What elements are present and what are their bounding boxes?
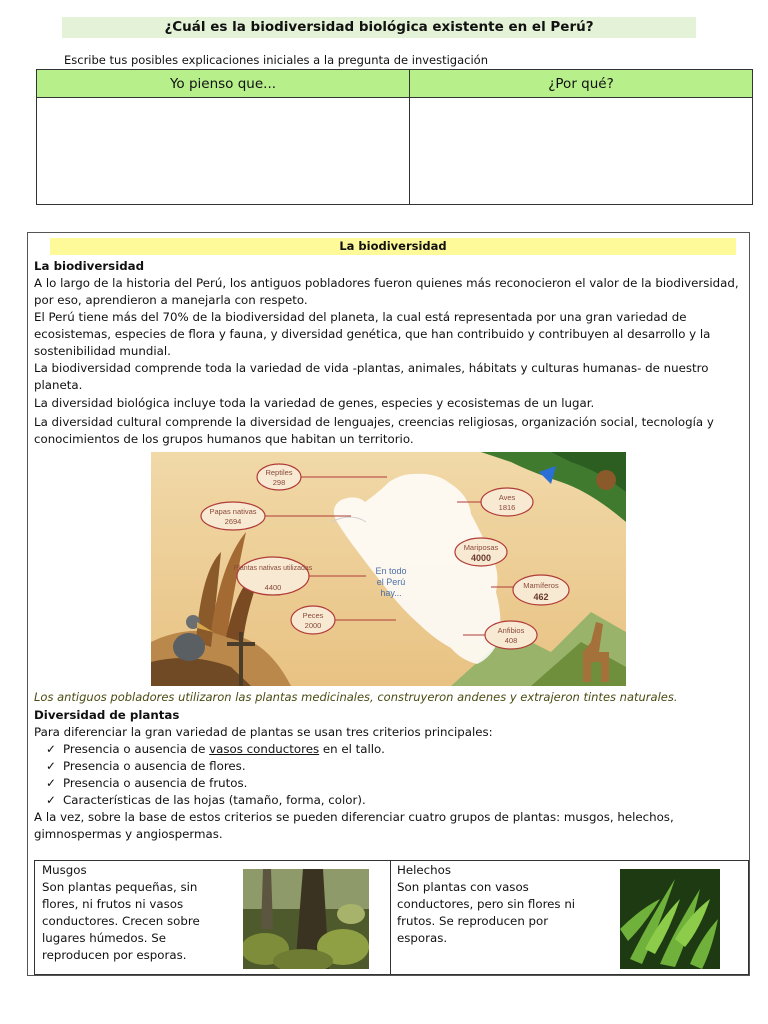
bubble-value: 1816 — [498, 503, 516, 512]
plants-heading: Diversidad de plantas — [34, 708, 180, 722]
musgos-title: Musgos — [42, 863, 87, 877]
check-icon: ✓ — [46, 776, 56, 790]
criteria-text: Características de las hojas (tamaño, forma, color). — [63, 793, 366, 807]
reason-answer-cell[interactable] — [410, 98, 752, 204]
musgos-description: Son plantas pequeñas, sin flores, ni frutos ni vasos conductores. Crecen sobre lugares húmedos. Se reproducen por esporas. — [42, 880, 200, 962]
hypothesis-table — [36, 69, 753, 205]
map-caption: Los antiguos pobladores utilizaron las plantas medicinales, construyeron andenes y extrajeron tintes naturales. — [34, 690, 678, 704]
paragraph-biological-diversity: La diversidad biológica incluye toda la variedad de genes, especies y ecosistemas de un lugar. — [34, 396, 595, 410]
map-center-label-2: el Perú — [376, 577, 406, 587]
bubble-value: 298 — [272, 478, 286, 487]
map-center-label-3: hay... — [380, 588, 402, 598]
hypothesis-column-header: Yo pienso que... — [37, 70, 410, 98]
helechos-title: Helechos — [397, 863, 451, 877]
helechos-cell — [397, 862, 597, 947]
helechos-photo — [620, 869, 720, 969]
peru-map-illustration — [151, 452, 626, 686]
musgos-photo — [243, 869, 369, 969]
bubble-value: 408 — [504, 636, 518, 645]
table-divider — [390, 861, 391, 974]
criteria-underlined-term: vasos conductores — [209, 742, 320, 756]
bubble-label: Papas nativas — [209, 507, 257, 516]
paragraph-cultural-diversity: La diversidad cultural comprende la diversidad de lenguajes, creencias religiosas, organización social, tecnología y conocimientos de los grupos humanos que habitan un territorio. — [34, 415, 714, 446]
monkey-icon — [596, 470, 616, 490]
bubble-label: Plantas nativas utilizadas — [233, 565, 313, 572]
bubble-label: Mariposas — [463, 543, 499, 552]
bubble-label — [234, 565, 313, 572]
map-center-label-1: En todo — [375, 566, 407, 576]
criteria-text: Presencia o ausencia de frutos. — [63, 776, 248, 790]
bubble-label: Reptiles — [265, 468, 293, 477]
musgos-cell — [42, 862, 232, 964]
bubble-label: Mamíferos — [523, 581, 559, 590]
bubble-label: Peces — [302, 611, 324, 620]
bubble-label: Aves — [498, 493, 516, 502]
bubble-value: 2694 — [224, 517, 242, 526]
check-icon: ✓ — [46, 759, 56, 773]
instruction-text: Escribe tus posibles explicaciones iniciales a la pregunta de investigación — [64, 53, 489, 67]
bubble-value: 462 — [533, 592, 549, 602]
criteria-text: Presencia o ausencia de — [63, 742, 210, 756]
title-bar — [62, 17, 696, 38]
bubble-label: Anfibios — [497, 626, 525, 635]
section-title-bar — [50, 238, 736, 255]
criteria-item — [34, 792, 748, 809]
hypothesis-answer-cell[interactable] — [37, 98, 409, 204]
criteria-item — [34, 741, 748, 758]
criteria-item — [34, 758, 748, 775]
paragraph-percentage: El Perú tiene más del 70% de la biodiversidad del planeta, la cual está representada por una gran variedad de ecosistemas, especies de flora y fauna, y diversidad genética, que han contribuido y contribuyen al desarrollo y la sostenibilidad mundial. — [34, 310, 711, 358]
plant-groups-table — [34, 860, 749, 975]
bubble-value: 4000 — [470, 553, 492, 563]
section-subtitle: La biodiversidad — [34, 259, 145, 273]
criteria-text: Presencia o ausencia de flores. — [63, 759, 246, 773]
bubble-value: 2000 — [304, 621, 322, 630]
plants-conclusion: A la vez, sobre la base de estos criterios se pueden diferenciar cuatro grupos de plantas: musgos, helechos, gimnospermas y angiospermas. — [34, 810, 674, 841]
paragraph-definition: La biodiversidad comprende toda la variedad de vida -plantas, animales, hábitats y culturas humanas- de nuestro planeta. — [34, 361, 709, 392]
paragraph-history: A lo largo de la historia del Perú, los antiguos pobladores fueron quienes más reconocieron el valor de la biodiversidad, por eso, aprendieron a manejarla con respeto. — [34, 276, 739, 307]
reason-column-header: ¿Por qué? — [410, 70, 752, 98]
plants-intro: Para diferenciar la gran variedad de plantas se usan tres criterios principales: — [34, 725, 493, 739]
biodiversity-map — [151, 452, 626, 686]
section-title: La biodiversidad — [339, 239, 447, 253]
page-title: ¿Cuál es la biodiversidad biológica existente en el Perú? — [164, 19, 594, 35]
criteria-text-end: en el tallo. — [319, 742, 385, 756]
criteria-list — [34, 741, 748, 809]
bubble-value: 4400 — [264, 583, 282, 592]
check-icon: ✓ — [46, 793, 56, 807]
criteria-item — [34, 775, 748, 792]
helechos-description: Son plantas con vasos conductores, pero sin flores ni frutos. Se reproducen por esporas. — [397, 880, 576, 945]
check-icon: ✓ — [46, 742, 56, 756]
